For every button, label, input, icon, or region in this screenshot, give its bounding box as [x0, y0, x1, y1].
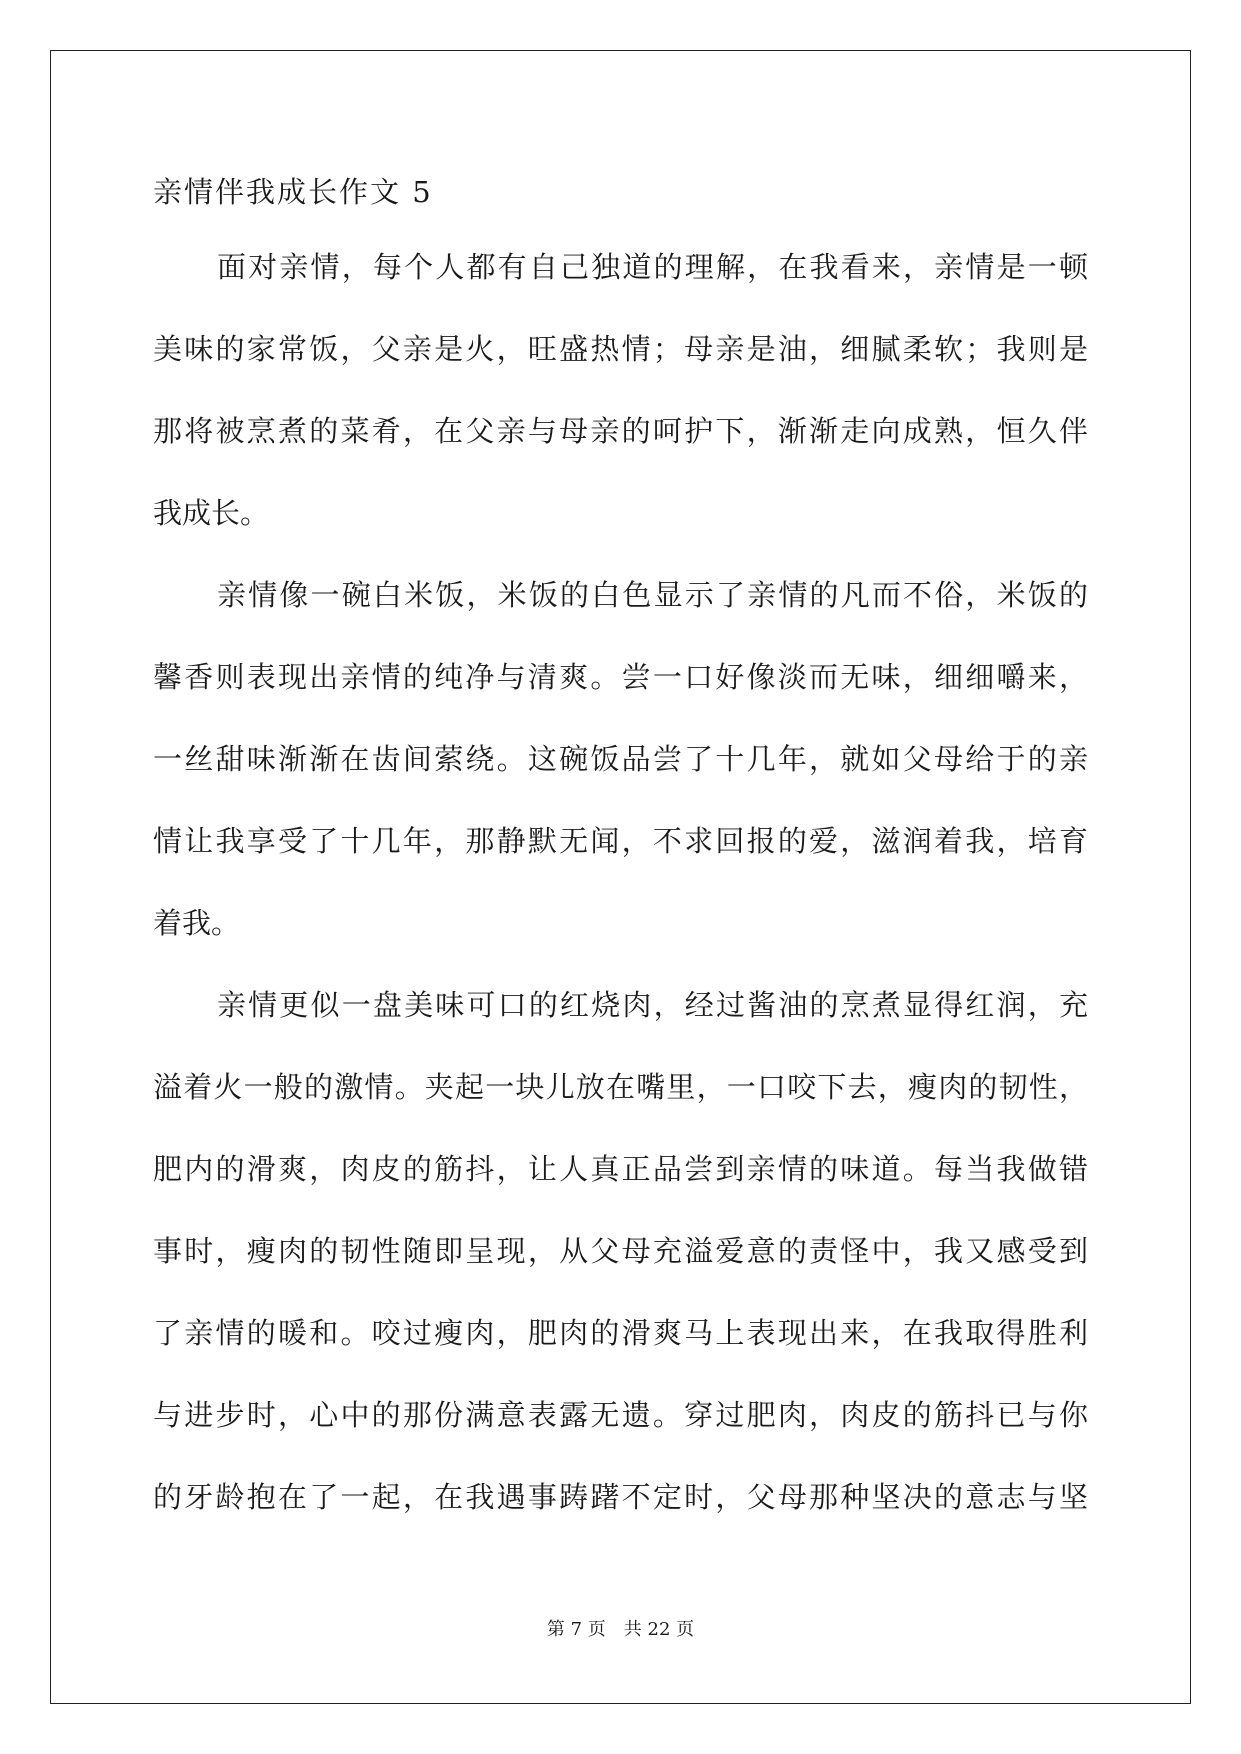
paragraph-line: 我成长。	[153, 496, 270, 530]
document-title: 亲情伴我成长作文 5	[153, 175, 433, 209]
paragraph-line: 着我。	[153, 906, 241, 940]
paragraph-line: 馨香则表现出亲情的纯净与清爽。尝一口好像淡而无味，细细嚼来，	[153, 660, 1088, 694]
document-body	[153, 168, 1088, 1538]
paragraph-line: 与进步时，心中的那份满意表露无遗。穿过肥肉，肉皮的筋抖已与你	[153, 1398, 1088, 1432]
paragraph-line: 溢着火一般的激情。夹起一块儿放在嘴里，一口咬下去，瘦肉的韧性，	[153, 1070, 1088, 1104]
paragraph-line: 亲情更似一盘美味可口的红烧肉，经过酱油的烹煮显得红润，充	[217, 988, 1088, 1022]
paragraph-line: 了亲情的暖和。咬过瘦肉，肥肉的滑爽马上表现出来，在我取得胜利	[153, 1316, 1088, 1350]
paragraph-line: 美味的家常饭，父亲是火，旺盛热情；母亲是油，细腻柔软；我则是	[153, 332, 1088, 366]
paragraph-line: 的牙龄抱在了一起，在我遇事踌躇不定时，父母那种坚决的意志与坚	[153, 1480, 1088, 1514]
paragraph-line: 事时，瘦肉的韧性随即呈现，从父母充溢爱意的责怪中，我又感受到	[153, 1234, 1088, 1268]
paragraph-line: 一丝甜味渐渐在齿间萦绕。这碗饭品尝了十几年，就如父母给于的亲	[153, 742, 1088, 776]
paragraph-3	[153, 964, 1088, 1538]
page-number: 第 7 页 共 22 页	[546, 1619, 695, 1640]
paragraph-2	[153, 554, 1088, 964]
paragraph-line: 面对亲情，每个人都有自己独道的理解，在我看来，亲情是一顿	[217, 250, 1088, 284]
paragraph-1	[153, 226, 1088, 554]
paragraph-line: 那将被烹煮的菜肴，在父亲与母亲的呵护下，渐渐走向成熟，恒久伴	[153, 414, 1088, 448]
paragraph-line: 亲情像一碗白米饭，米饭的白色显示了亲情的凡而不俗，米饭的	[217, 578, 1088, 612]
paragraph-line: 情让我享受了十几年，那静默无闻，不求回报的爱，滋润着我，培育	[153, 824, 1088, 858]
paragraph-line: 肥内的滑爽，肉皮的筋抖，让人真正品尝到亲情的味道。每当我做错	[153, 1152, 1088, 1186]
